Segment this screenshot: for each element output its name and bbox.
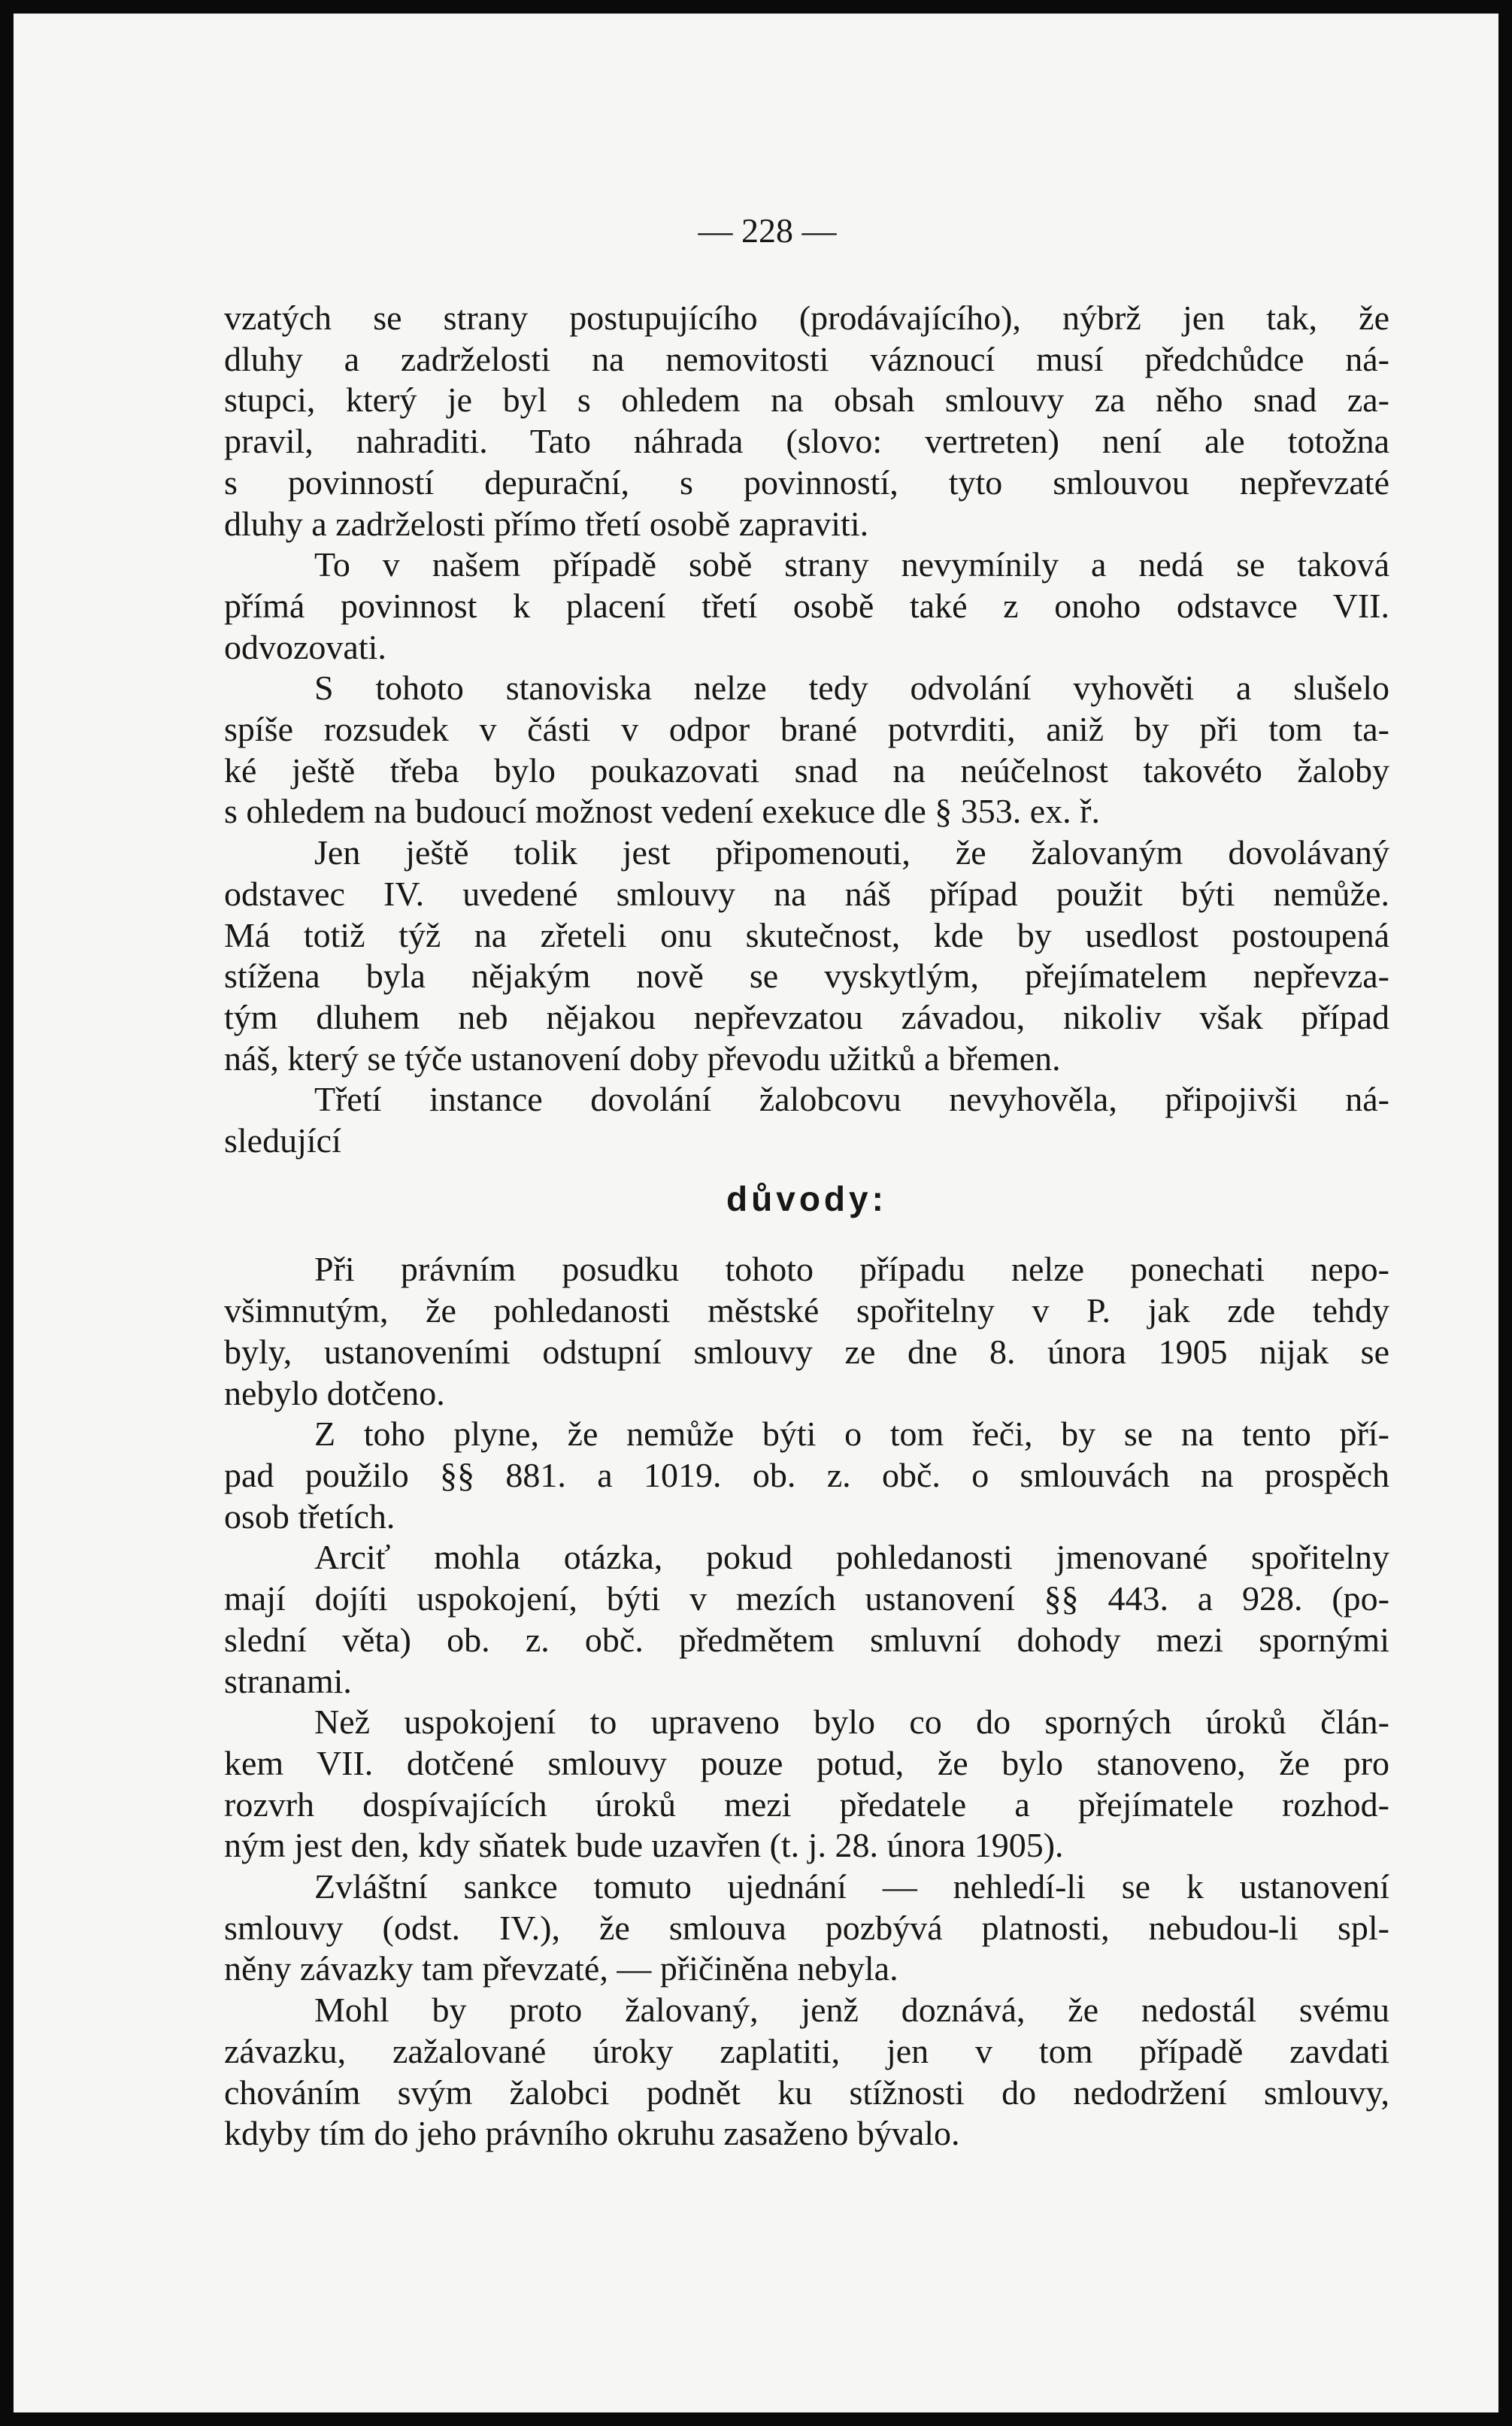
paragraph — [224, 1414, 1389, 1537]
text-line: Arciť mohla otázka, pokud pohledanosti jmenované spořitelny — [314, 1538, 1389, 1577]
text-line: Při právním posudku tohoto případu nelze ponechati nepo- — [314, 1250, 1389, 1289]
text-line: rozvrh dospívajících úroků mezi předatele a přejímatele rozhod- — [224, 1785, 1389, 1824]
paragraphs-after-heading — [224, 1249, 1389, 2154]
text-line: Mohl by proto žalovaný, jenž doznává, že nedostál svému — [314, 1991, 1389, 2030]
text-line: Třetí instance dovolání žalobcovu nevyhověla, připojivši ná- — [314, 1080, 1389, 1119]
paragraph — [224, 1079, 1389, 1161]
paragraph — [224, 1537, 1389, 1702]
paragraph — [224, 1990, 1389, 2155]
paragraph — [224, 1249, 1389, 1414]
text-line: závazku, zažalované úroky zaplatiti, jen v tom případě zavdati — [224, 2031, 1389, 2070]
text-line: osob třetích. — [224, 1497, 395, 1536]
text-line: Z toho plyne, že nemůže býti o tom řeči, by se na tento pří- — [314, 1415, 1389, 1454]
text-line: ké ještě třeba bylo poukazovati snad na neúčelnost takovéto žaloby — [224, 751, 1389, 790]
text-line: Má totiž týž na zřeteli onu skutečnost, kde by usedlost postoupená — [224, 915, 1389, 954]
text-line: S tohoto stanoviska nelze tedy odvolání vyhověti a slušelo — [314, 669, 1389, 708]
text-line: odstavec IV. uvedené smlouvy na náš případ použit býti nemůže. — [224, 874, 1389, 913]
section-heading: důvody: — [726, 1178, 887, 1218]
paragraph — [224, 832, 1389, 1079]
text-line: kem VII. dotčené smlouvy pouze potud, že bylo stanoveno, že pro — [224, 1743, 1389, 1782]
paragraphs-before-heading — [224, 298, 1389, 1162]
text-line: byly, ustanoveními odstupní smlouvy ze dne 8. února 1905 nijak se — [224, 1332, 1389, 1371]
paragraph — [224, 668, 1389, 832]
text-line: sledující — [224, 1121, 341, 1160]
text-line: něny závazky tam převzaté, — přičiněna nebyla. — [224, 1949, 898, 1988]
text-line: To v našem případě sobě strany nevymínily a nedá se taková — [314, 545, 1389, 584]
text-line: odvozovati. — [224, 627, 386, 666]
text-line: přímá povinnost k placení třetí osobě také z onoho odstavce VII. — [224, 586, 1389, 625]
text-line: Než uspokojení to upraveno bylo co do sporných úroků člán- — [314, 1703, 1389, 1742]
text-line: s povinností depurační, s povinností, tyto smlouvou nepřevzaté — [224, 462, 1389, 502]
text-line: pravil, nahraditi. Tato náhrada (slovo: vertreten) není ale totožna — [224, 422, 1389, 461]
text-line: dluhy a zadrželosti přímo třetí osobě zapraviti. — [224, 504, 869, 543]
text-line: mají dojíti uspokojení, býti v mezích ustanovení §§ 443. a 928. (po- — [224, 1579, 1389, 1618]
paragraph — [224, 544, 1389, 668]
page-number: — 228 — — [698, 211, 837, 250]
paragraph — [224, 1702, 1389, 1867]
text-line: vzatých se strany postupujícího (prodávajícího), nýbrž jen tak, že — [224, 299, 1389, 337]
body-text — [224, 298, 1389, 2155]
text-line: smlouvy (odst. IV.), že smlouva pozbývá platnosti, nebudou-li spl- — [224, 1908, 1389, 1947]
text-line: spíše rozsudek v části v odpor brané potvrditi, aniž by při tom ta- — [224, 710, 1389, 749]
paragraph — [224, 1867, 1389, 1990]
text-line: pad použilo §§ 881. a 1019. ob. z. obč. o smlouvách na prospěch — [224, 1455, 1389, 1494]
book-page — [14, 14, 1498, 2412]
text-line: Zvláštní sankce tomuto ujednání — nehledí-li se k ustanovení — [314, 1867, 1389, 1906]
text-line: nebylo dotčeno. — [224, 1373, 445, 1412]
text-line: dluhy a zadrželosti na nemovitosti váznoucí musí předchůdce ná- — [224, 339, 1389, 378]
text-line: náš, který se týče ustanovení doby převodu užitků a břemen. — [224, 1039, 1061, 1078]
text-line: kdyby tím do jeho právního okruhu zasaženo bývalo. — [224, 2114, 960, 2153]
text-line: s ohledem na budoucí možnost vedení exekuce dle § 353. ex. ř. — [224, 792, 1101, 831]
text-line: všimnutým, že pohledanosti městské spořitelny v P. jak zde tehdy — [224, 1291, 1389, 1330]
text-line: stupci, který je byl s ohledem na obsah smlouvy za něho snad za- — [224, 381, 1389, 420]
text-line: stížena byla nějakým nově se vyskytlým, přejímatelem nepřevza- — [224, 957, 1389, 996]
text-line: Jen ještě tolik jest připomenouti, že žalovaným dovolávaný — [314, 833, 1389, 872]
text-line: ným jest den, kdy sňatek bude uzavřen (t. j. 28. února 1905). — [224, 1826, 1064, 1865]
text-line: stranami. — [224, 1661, 352, 1700]
text-line: chováním svým žalobci podnět ku stížnosti do nedodržení smlouvy, — [224, 2073, 1389, 2112]
text-line: slední věta) ob. z. obč. předmětem smluvní dohody mezi spornými — [224, 1620, 1389, 1659]
paragraph — [224, 298, 1389, 544]
text-line: tým dluhem neb nějakou nepřevzatou závadou, nikoliv však případ — [224, 997, 1389, 1036]
